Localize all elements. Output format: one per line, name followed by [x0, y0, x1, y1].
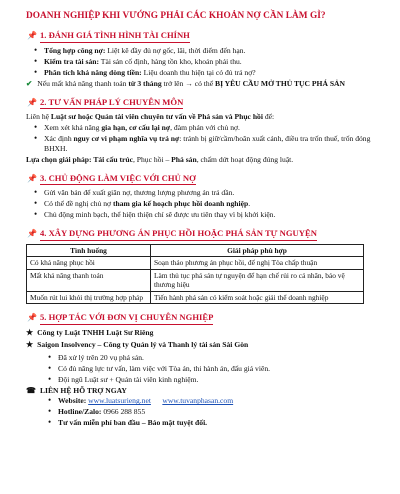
phone-icon: ☎ — [26, 385, 36, 395]
table-cell: Soạn thảo phương án phục hồi, để nghị Tòa chấp thuận — [151, 257, 364, 269]
list-item — [34, 210, 388, 220]
item-text: Liệu doanh thu hiện tại có đủ trả nợ? — [141, 67, 256, 77]
website-label: Website: — [58, 396, 87, 406]
partner-law-firm — [26, 328, 388, 339]
list-item — [34, 68, 388, 78]
pin-icon: 📌 — [27, 173, 37, 183]
list-item: • Có đủ năng lực tư vấn, làm việc với Tòa án, thi hành án, đấu giá viên. — [48, 364, 388, 374]
partner-name: Saigon Insolvency – Công ty Quản lý và Thanh lý tài sản Sài Gòn — [37, 340, 249, 350]
section-heading — [26, 228, 388, 240]
item-text: . — [248, 199, 251, 209]
item-text: Liệt kê đầy đủ nợ gốc, lãi, thời điểm đến hạn. — [105, 45, 246, 55]
item-label: Kiểm tra tài sản: — [44, 56, 100, 66]
pin-icon: 📌 — [27, 97, 37, 107]
item-emphasis: tham gia kế hoạch phục hồi doanh nghiệp — [112, 199, 249, 209]
bullet-list — [26, 188, 388, 220]
column-header-situation: Tình huống — [27, 244, 151, 256]
list-item: • Đã xử lý trên 20 vụ phá sản. — [48, 353, 388, 363]
contact-heading-text: LIÊN HỆ HỖ TRỢ NGAY — [39, 385, 127, 395]
hotline-label: Hotline/Zalo: — [58, 407, 102, 417]
note-text: Nếu mất khả năng thanh toán — [35, 78, 129, 88]
list-item — [34, 57, 388, 67]
item-text: Xác định — [44, 134, 74, 144]
section-heading-text: 4. XÂY DỰNG PHƯƠNG ÁN PHỤC HỒI HOẶC PHÁ SẢN TỰ NGUYỆN — [40, 228, 317, 240]
table-row — [27, 291, 364, 303]
section-heading — [26, 30, 388, 42]
document-title: DOANH NGHIỆP KHI VƯỚNG PHẢI CÁC KHOẢN NỢ CẦN LÀM GÌ? — [26, 11, 326, 21]
item-text: Tài sản cố định, hàng tồn kho, khoản phải thu. — [99, 56, 242, 66]
section-heading — [26, 312, 388, 324]
item-emphasis: nguy cơ vi phạm nghĩa vụ trả nợ — [73, 134, 180, 144]
contact-hotline — [48, 407, 388, 417]
table-cell: Làm thủ tục phá sản tự nguyện để hạn chế rủi ro cá nhân, bảo vệ thương hiệu — [151, 269, 364, 291]
section-heading — [26, 173, 388, 185]
intro-emphasis: Luật sư hoặc Quản tài viên chuyên tư vấn về Phá sản và Phục hồi — [50, 112, 263, 122]
item-text: Chủ động minh bạch, thể hiện thiện chí sẽ được ưu tiên thay vì bị khởi kiện. — [44, 210, 276, 220]
table-row — [27, 257, 364, 269]
column-header-solution: Giải pháp phù hợp — [151, 244, 364, 256]
table-cell: Có khả năng phục hồi — [27, 257, 151, 269]
note-text: trở lên → có thể — [161, 78, 215, 88]
pin-icon: 📌 — [27, 31, 37, 41]
check-icon: ✔ — [26, 78, 33, 88]
table-header-row — [27, 244, 364, 256]
item-text: Gửi văn bản để xuất giãn nợ, thương lượng phương án trả dần. — [44, 188, 235, 198]
free-consult-note — [48, 418, 388, 428]
partner-name: Công ty Luật TNHH Luật Sư Riêng — [37, 327, 154, 337]
item-text: : tránh bị giữ/cầm/hoãn xuất cảnh, điều tra trốn thuế, trốn đóng BHXH. — [44, 134, 371, 154]
note-emphasis: BỊ YÊU CẦU MỞ THỦ TỤC PHÁ SẢN — [215, 78, 346, 88]
choice-text: , Phục hồi – — [132, 155, 172, 165]
solution-choice — [26, 155, 388, 165]
contact-heading — [26, 386, 388, 397]
section-financial-assessment — [26, 30, 388, 88]
free-consult-text: Tư vấn miễn phí ban đầu – Bảo mật tuyệt đối. — [58, 418, 208, 428]
list-item — [34, 123, 388, 133]
section-heading-text: 1. ĐÁNH GIÁ TÌNH HÌNH TÀI CHÍNH — [40, 30, 190, 42]
hotline-number[interactable]: 0966 288 855 — [103, 407, 146, 417]
section-creditor-engagement — [26, 173, 388, 220]
partner-insolvency — [26, 340, 388, 351]
choice-emphasis: Tái cấu trúc — [93, 155, 133, 165]
bullet-list — [26, 123, 388, 154]
section-heading-text: 2. TƯ VẤN PHÁP LÝ CHUYÊN MÔN — [40, 97, 183, 109]
intro-paragraph — [26, 112, 388, 122]
list-item — [34, 134, 388, 154]
section-heading-text: 3. CHỦ ĐỘNG LÀM VIỆC VỚI CHỦ NỢ — [40, 173, 196, 185]
intro-text: Liên hệ — [26, 112, 51, 122]
list-item — [34, 199, 388, 209]
website-link[interactable]: www.tuvanphasan.com — [162, 396, 234, 406]
warning-note — [26, 79, 388, 89]
item-text: Có thể đề nghị chủ nợ — [44, 199, 113, 209]
table-cell: Mất khả năng thanh toán — [27, 269, 151, 291]
contact-list — [26, 396, 388, 428]
bullet-list — [26, 353, 388, 385]
note-emphasis: từ 3 tháng — [128, 78, 162, 88]
choice-label: Lựa chọn giải pháp: — [26, 155, 94, 165]
list-item — [34, 46, 388, 56]
list-item: • Đội ngũ Luật sư + Quản tài viên kinh nghiệm. — [48, 375, 388, 385]
table-row — [27, 269, 364, 291]
section-heading — [26, 97, 388, 109]
pin-icon: 📌 — [27, 229, 37, 239]
choice-emphasis: Phá sản — [171, 155, 197, 165]
table-cell: Tiến hành phá sản có kiểm soát hoặc giải thể doanh nghiệp — [151, 291, 364, 303]
star-icon: ★ — [26, 340, 34, 350]
item-emphasis: gia hạn, cơ cấu lại nợ — [101, 123, 171, 133]
section-legal-consulting — [26, 97, 388, 165]
item-text: , đàm phán với chủ nợ. — [170, 123, 240, 133]
website-link[interactable]: www.luatsurieng.net — [88, 396, 151, 406]
item-label: Phân tích khả năng dòng tiền: — [44, 67, 142, 77]
section-recovery-plan — [26, 228, 388, 304]
pin-icon: 📌 — [27, 313, 37, 323]
choice-text: , chấm dứt hoạt động đúng luật. — [196, 155, 294, 165]
list-item — [34, 188, 388, 198]
section-heading-text: 5. HỢP TÁC VỚI ĐƠN VỊ CHUYÊN NGHIỆP — [40, 312, 213, 324]
star-icon: ★ — [26, 327, 34, 337]
section-professional-partners — [26, 312, 388, 428]
item-text: Xem xét khả năng — [44, 123, 102, 133]
solution-table — [26, 244, 364, 304]
bullet-list — [26, 46, 388, 78]
table-cell: Muốn rút lui khỏi thị trường hợp pháp — [27, 291, 151, 303]
intro-text: để: — [262, 112, 275, 122]
contact-website — [48, 396, 388, 406]
item-label: Tổng hợp công nợ: — [44, 45, 106, 55]
